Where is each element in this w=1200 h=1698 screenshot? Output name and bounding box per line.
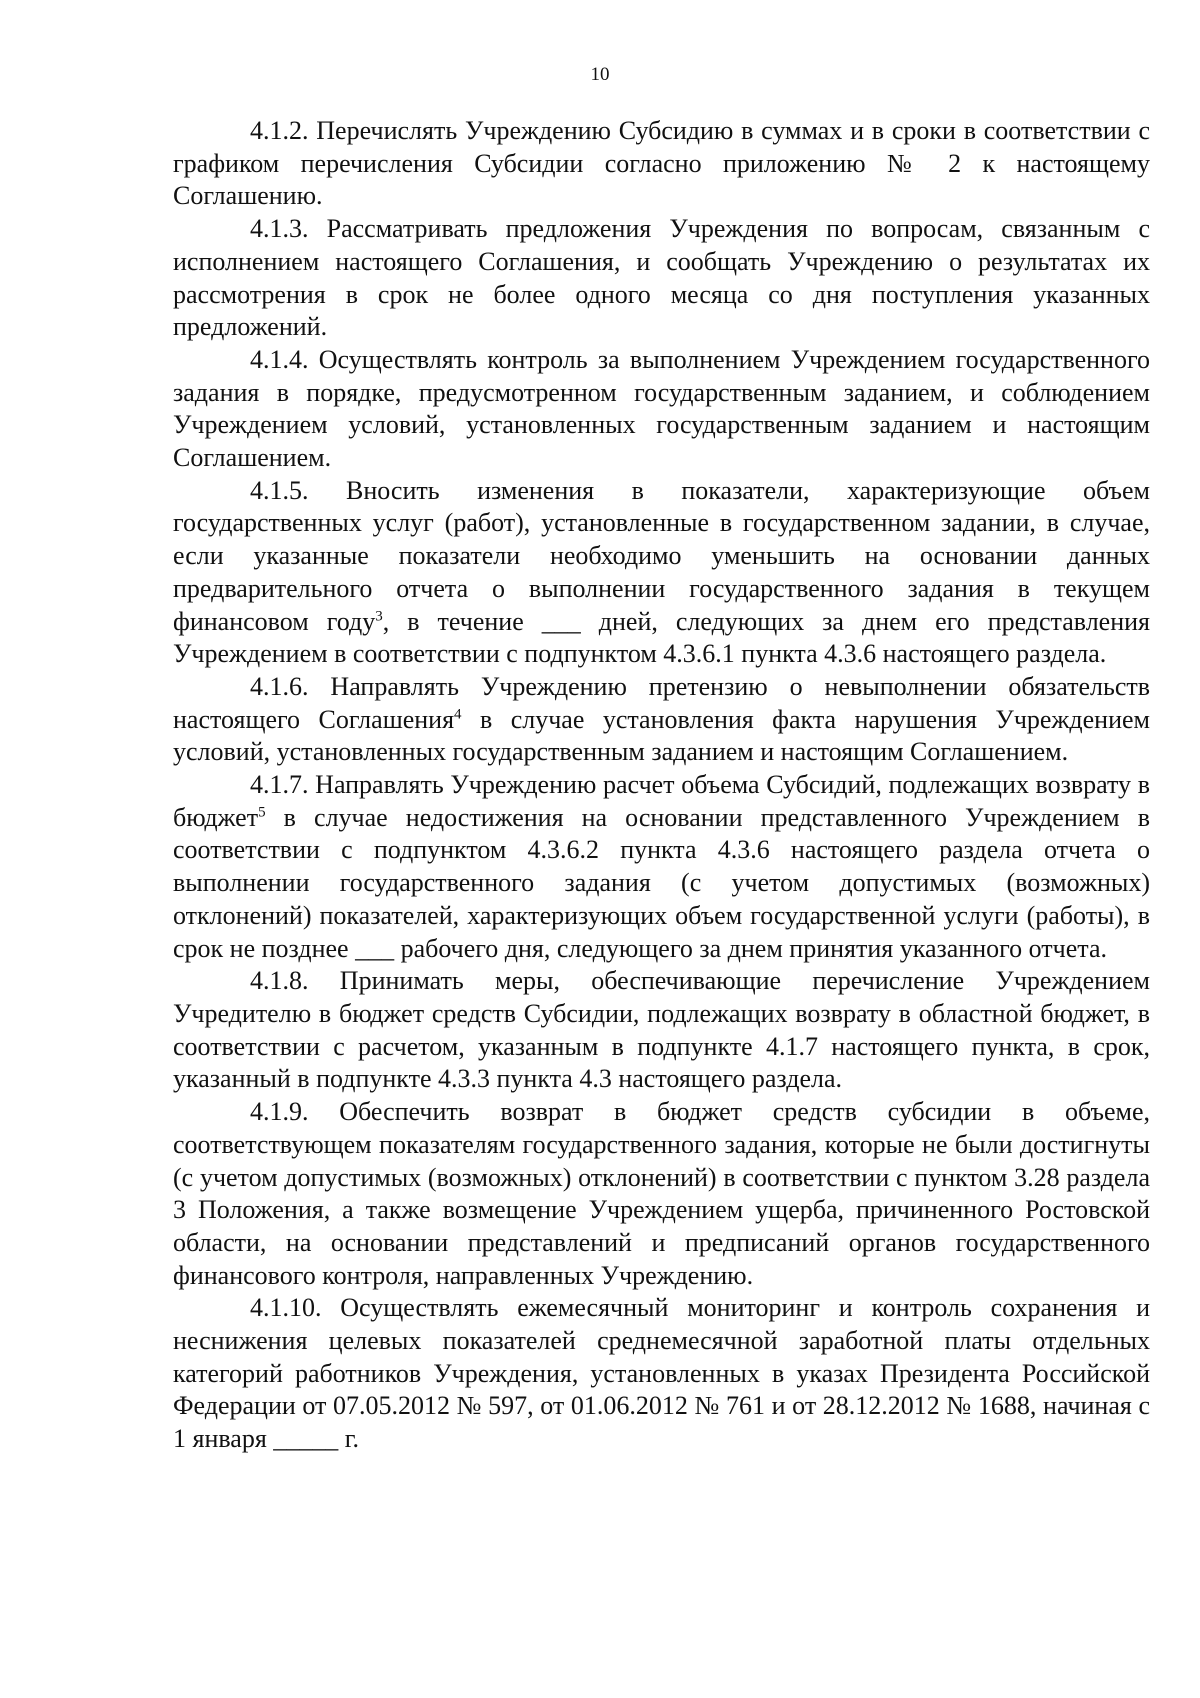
paragraph-text: 4.1.5. Вносить изменения в показатели, характеризующие объем государственных услуг (работ), установленные в государственном задании, в случае, если указанные показатели необходимо уменьшить на основании данных предварительного отчета о выполнении государственного задания в текущем финансовом году bbox=[173, 475, 1150, 636]
document-body bbox=[173, 115, 1150, 1456]
paragraph-text: в случае недостижения на основании представленного Учреждением в соответствии с подпунктом 4.3.6.2 пункта 4.3.6 настоящего раздела отчета о выполнении государственного задания (с учетом допустимых (возможных) отклонений) показателей, характеризующих объем государственной услуги (работы), в срок не позднее ___ рабочего дня, следующего за днем принятия указанного отчета. bbox=[173, 802, 1150, 963]
footnote-ref-5: 5 bbox=[258, 804, 266, 821]
paragraph-4-1-3: 4.1.3. Рассматривать предложения Учреждения по вопросам, связанным с исполнением настоящего Соглашения, и сообщать Учреждению о результатах их рассмотрения в срок не более одного месяца со дня поступления указанных предложений. bbox=[173, 214, 1150, 342]
paragraph-4-1-10: 4.1.10. Осуществлять ежемесячный мониторинг и контроль сохранения и неснижения целевых показателей среднемесячной заработной платы отдельных категорий работников Учреждения, установленных в указах Президента Российской Федерации от 07.05.2012 № 597, от 01.06.2012 № 761 и от 28.12.2012 № 1688, начиная с 1 января _____ г. bbox=[173, 1293, 1150, 1454]
page-number: 10 bbox=[590, 64, 610, 85]
paragraph-4-1-4: 4.1.4. Осуществлять контроль за выполнением Учреждением государственного задания в порядке, предусмотренном государственным заданием, и соблюдением Учреждением условий, установленных государственным заданием и настоящим Соглашением. bbox=[173, 344, 1150, 473]
paragraph-text: 4.1.7. Направлять Учреждению расчет объема Субсидий, подлежащих возврату в бюджет bbox=[173, 770, 1150, 832]
paragraph-text: 4.1.6. Направлять Учреждению претензию о невыполнении обязательств настоящего Соглашения bbox=[173, 671, 1150, 734]
paragraph-4-1-5 bbox=[173, 475, 1150, 671]
paragraph-4-1-6 bbox=[173, 671, 1150, 769]
paragraph-4-1-7 bbox=[173, 769, 1150, 965]
paragraph-4-1-2: 4.1.2. Перечислять Учреждению Субсидию в суммах и в сроки в соответствии с графиком перечисления Субсидии согласно приложению № 2 к настоящему Соглашению. bbox=[173, 116, 1150, 211]
paragraph-4-1-8: 4.1.8. Принимать меры, обеспечивающие перечисление Учреждением Учредителю в бюджет средств Субсидии, подлежащих возврату в областной бюджет, в соответствии с расчетом, указанным в подпункте 4.1.7 настоящего пункта, в срок, указанный в подпункте 4.3.3 пункта 4.3 настоящего раздела. bbox=[173, 966, 1150, 1094]
paragraph-4-1-9: 4.1.9. Обеспечить возврат в бюджет средств субсидии в объеме, соответствующем показателям государственного задания, которые не были достигнуты (с учетом допустимых (возможных) отклонений) в соответствии с пунктом 3.28 раздела 3 Положения, а также возмещение Учреждением ущерба, причиненного Ростовской области, на основании представлений и предписаний органов государственного финансового контроля, направленных Учреждению. bbox=[173, 1097, 1150, 1290]
paragraph-text: , в течение ___ дней, следующих за днем его представления Учреждением в соответствии с подпунктом 4.3.6.1 пункта 4.3.6 настоящего раздела. bbox=[173, 606, 1150, 669]
paragraph-text: в случае установления факта нарушения Учреждением условий, установленных государственным заданием и настоящим Соглашением. bbox=[173, 704, 1150, 767]
footnote-ref-4: 4 bbox=[454, 706, 462, 722]
footnote-ref-3: 3 bbox=[375, 607, 383, 624]
